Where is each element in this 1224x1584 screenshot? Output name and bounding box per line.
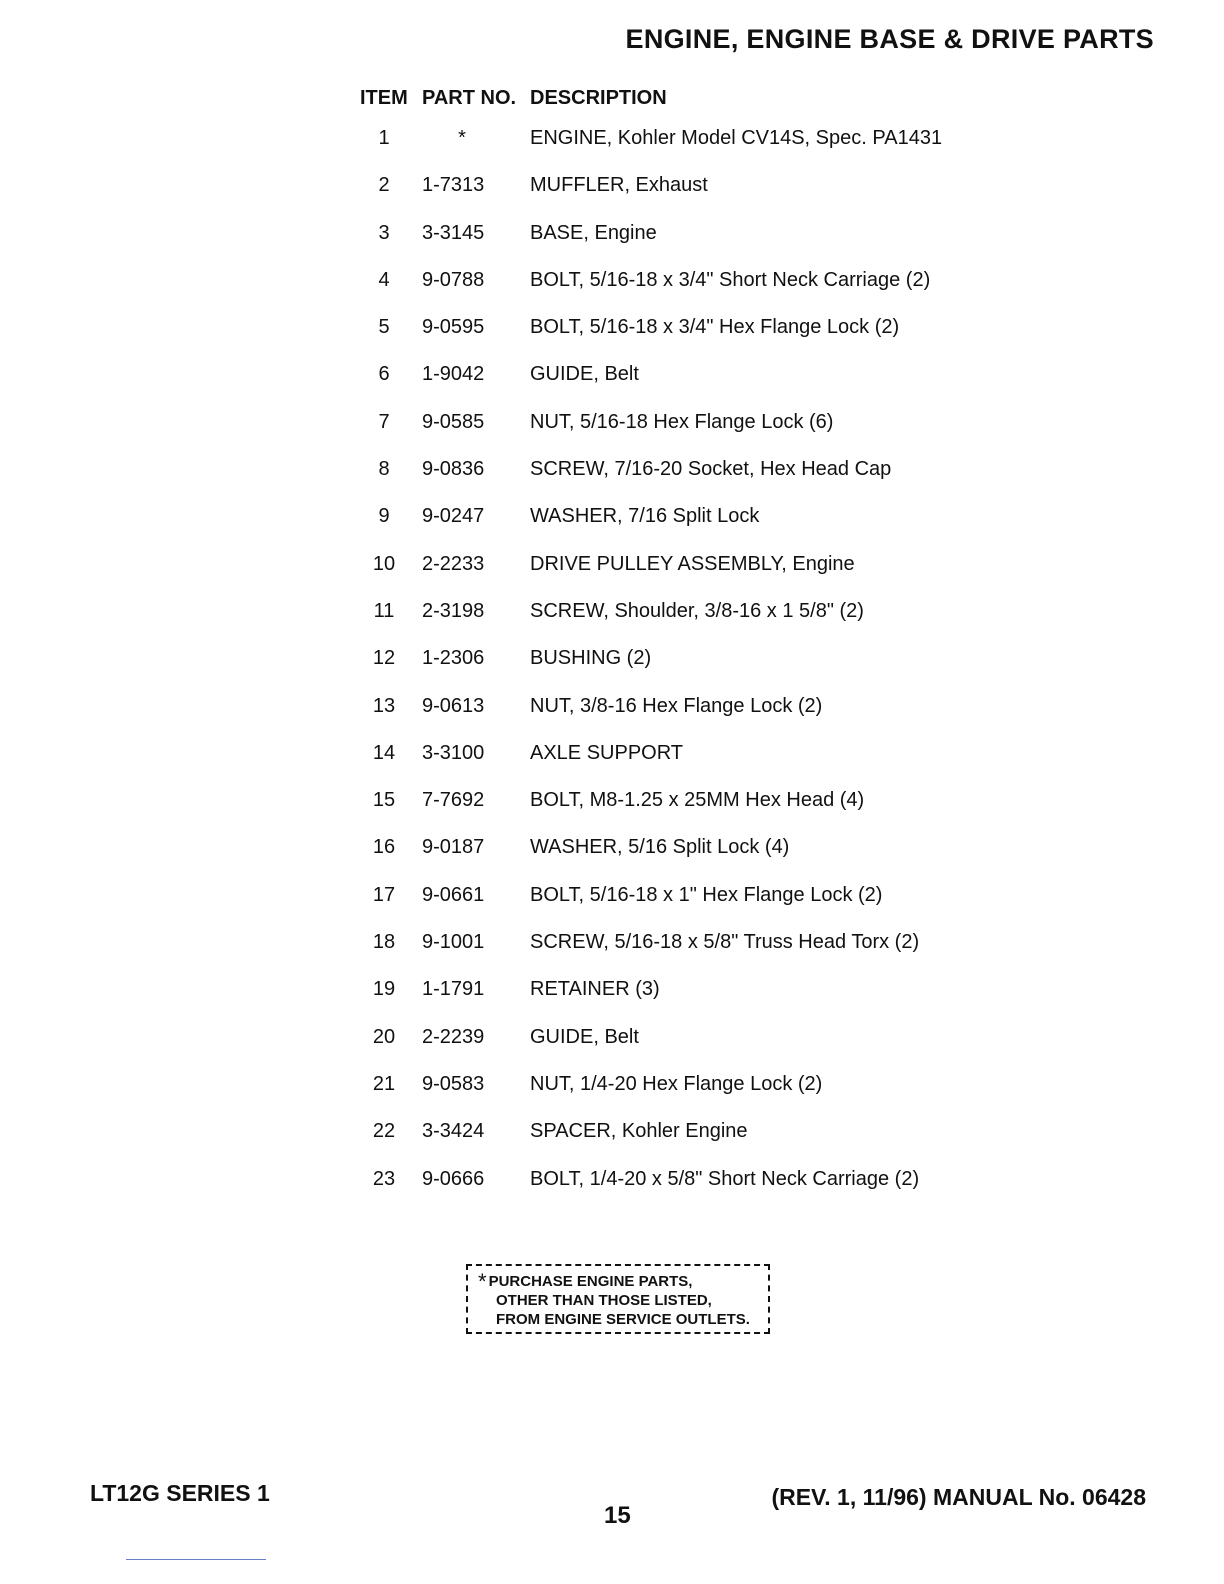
item-number: 8 <box>378 458 390 481</box>
part-description: GUIDE, Belt <box>530 1025 639 1048</box>
part-description: BASE, Engine <box>530 221 657 244</box>
note-line-2: OTHER THAN THOSE LISTED, <box>496 1292 712 1309</box>
part-number: 2-2239 <box>422 1025 485 1048</box>
part-number: 9-0583 <box>422 1072 485 1095</box>
part-description: BOLT, 5/16-18 x 1" Hex Flange Lock (2) <box>530 883 883 906</box>
item-number: 3 <box>378 221 390 244</box>
table-row <box>360 221 1060 268</box>
note-line-3: FROM ENGINE SERVICE OUTLETS. <box>496 1311 750 1328</box>
part-description: SCREW, Shoulder, 3/8-16 x 1 5/8" (2) <box>530 599 864 622</box>
table-row <box>360 315 1060 362</box>
part-number: 1-9042 <box>422 363 485 386</box>
part-number: 9-0666 <box>422 1167 485 1190</box>
part-number: 9-0613 <box>422 694 485 717</box>
part-description: NUT, 1/4-20 Hex Flange Lock (2) <box>530 1072 823 1095</box>
table-row <box>360 599 1060 646</box>
item-number: 21 <box>372 1072 396 1095</box>
part-number: 1-2306 <box>422 647 485 670</box>
page-number: 15 <box>604 1502 631 1529</box>
part-description: SPACER, Kohler Engine <box>530 1120 748 1143</box>
part-description: NUT, 3/8-16 Hex Flange Lock (2) <box>530 694 823 717</box>
part-description: NUT, 5/16-18 Hex Flange Lock (6) <box>530 410 834 433</box>
table-row <box>360 362 1060 409</box>
note-text-1: PURCHASE ENGINE PARTS, <box>488 1273 693 1290</box>
header-part-no: PART NO. <box>422 87 517 109</box>
item-number: 1 <box>378 127 390 149</box>
table-row <box>360 835 1060 882</box>
part-number: 3-3145 <box>422 221 485 244</box>
item-number: 6 <box>378 363 390 386</box>
part-number: * <box>458 127 466 149</box>
table-row <box>360 268 1060 315</box>
part-description: BUSHING (2) <box>530 647 652 670</box>
item-number: 20 <box>372 1025 396 1048</box>
table-row <box>360 457 1060 504</box>
part-number: 9-0595 <box>422 316 485 339</box>
part-description: WASHER, 5/16 Split Lock (4) <box>530 836 790 859</box>
table-row <box>360 126 1060 173</box>
header-description: DESCRIPTION <box>530 87 667 109</box>
part-description: WASHER, 7/16 Split Lock <box>530 505 760 528</box>
item-number: 5 <box>378 316 390 339</box>
footer-manual-number: (REV. 1, 11/96) MANUAL No. 06428 <box>771 1484 1146 1510</box>
table-row <box>360 552 1060 599</box>
item-number: 15 <box>372 789 396 812</box>
table-row <box>360 788 1060 835</box>
table-row <box>360 173 1060 220</box>
item-number: 11 <box>373 599 395 622</box>
table-row <box>360 741 1060 788</box>
part-description: DRIVE PULLEY ASSEMBLY, Engine <box>530 552 855 575</box>
table-row <box>360 504 1060 551</box>
part-description: BOLT, M8-1.25 x 25MM Hex Head (4) <box>530 789 865 812</box>
item-number: 7 <box>378 410 390 433</box>
table-row <box>360 1025 1060 1072</box>
item-number: 10 <box>372 552 396 575</box>
part-number: 9-0585 <box>422 410 485 433</box>
item-number: 13 <box>372 694 396 717</box>
part-description: GUIDE, Belt <box>530 363 639 386</box>
item-number: 9 <box>378 505 390 528</box>
table-row <box>360 1119 1060 1166</box>
table-row <box>360 977 1060 1024</box>
part-description: BOLT, 5/16-18 x 3/4" Short Neck Carriage (2) <box>530 268 931 291</box>
item-number: 14 <box>372 741 396 764</box>
asterisk-icon: * <box>478 1269 487 1294</box>
page-title: ENGINE, ENGINE BASE & DRIVE PARTS <box>625 24 1154 54</box>
part-number: 3-3100 <box>422 741 485 764</box>
header-item: ITEM <box>360 87 408 109</box>
part-number: 7-7692 <box>422 789 485 812</box>
part-description: AXLE SUPPORT <box>530 741 684 764</box>
part-number: 2-3198 <box>422 599 485 622</box>
table-row <box>360 646 1060 693</box>
part-number: 3-3424 <box>422 1120 485 1143</box>
part-number: 9-0187 <box>422 836 485 859</box>
note-line-1 <box>478 1269 768 1294</box>
table-row <box>360 930 1060 977</box>
item-number: 2 <box>378 174 390 197</box>
item-number: 18 <box>372 931 396 954</box>
table-row <box>360 883 1060 930</box>
footer-model: LT12G SERIES 1 <box>90 1480 270 1506</box>
part-number: 1-7313 <box>422 174 485 197</box>
part-description: SCREW, 7/16-20 Socket, Hex Head Cap <box>530 458 892 481</box>
item-number: 17 <box>372 883 396 906</box>
part-description: MUFFLER, Exhaust <box>530 174 708 197</box>
part-number: 9-1001 <box>422 931 485 954</box>
part-number: 2-2233 <box>422 552 485 575</box>
part-description: SCREW, 5/16-18 x 5/8" Truss Head Torx (2) <box>530 931 920 954</box>
part-number: 1-1791 <box>422 978 485 1001</box>
part-description: RETAINER (3) <box>530 978 660 1001</box>
engine-parts-note <box>466 1264 770 1334</box>
table-body <box>360 126 1060 1214</box>
item-number: 23 <box>372 1167 396 1190</box>
part-description: ENGINE, Kohler Model CV14S, Spec. PA1431 <box>530 127 943 149</box>
bottom-rule <box>126 1559 266 1560</box>
part-number: 9-0836 <box>422 458 485 481</box>
part-number: 9-0247 <box>422 505 485 528</box>
table-row <box>360 1167 1060 1214</box>
part-number: 9-0788 <box>422 268 485 291</box>
table-row <box>360 1072 1060 1119</box>
table-row <box>360 410 1060 457</box>
part-description: BOLT, 1/4-20 x 5/8" Short Neck Carriage (2) <box>530 1167 920 1190</box>
part-description: BOLT, 5/16-18 x 3/4" Hex Flange Lock (2) <box>530 316 900 339</box>
table-row <box>360 694 1060 741</box>
item-number: 22 <box>372 1120 396 1143</box>
item-number: 16 <box>372 836 396 859</box>
parts-table <box>360 86 1060 1214</box>
item-number: 19 <box>372 978 396 1001</box>
item-number: 12 <box>372 647 396 670</box>
table-header-row <box>360 86 1060 126</box>
part-number: 9-0661 <box>422 883 485 906</box>
item-number: 4 <box>378 268 390 291</box>
